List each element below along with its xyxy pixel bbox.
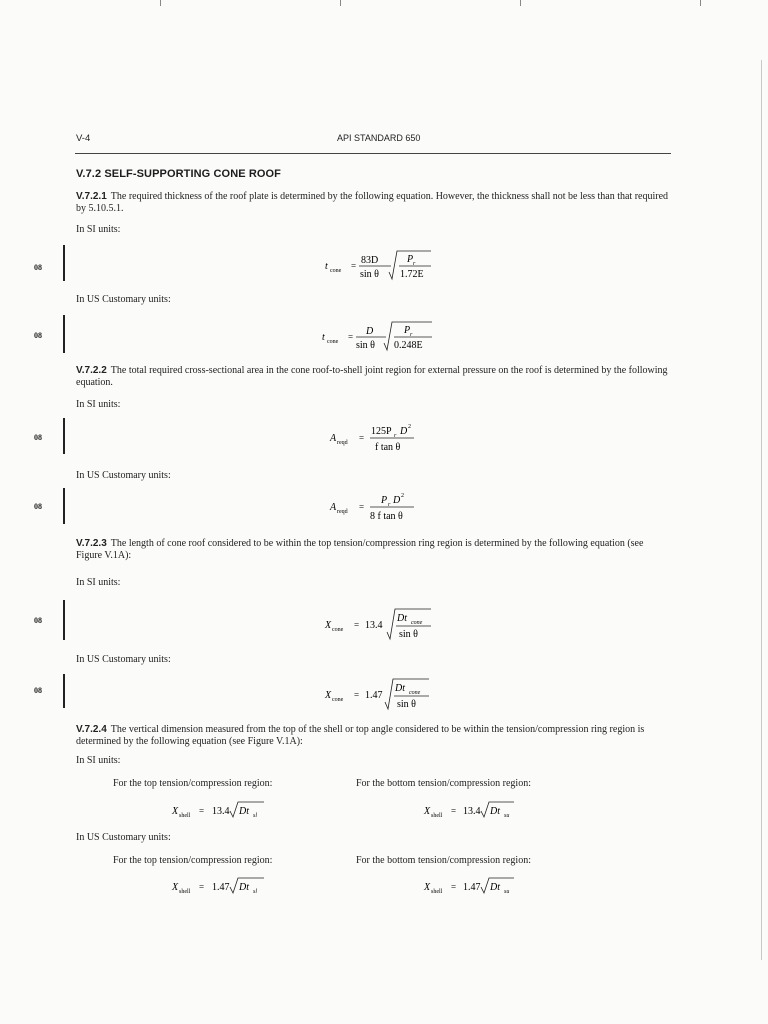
eq-denominator: sin θ <box>360 269 379 280</box>
bottom-region-label: For the bottom tension/compression region: <box>356 778 531 789</box>
paragraph-number: V.7.2.4 <box>76 724 107 735</box>
us-units-label: In US Customary units: <box>76 832 171 843</box>
eq-equals: = <box>354 620 360 630</box>
eq-lhs: X <box>424 806 431 817</box>
page-number: V-4 <box>76 133 91 144</box>
eq-equals: = <box>354 690 360 700</box>
eq-numerator-tail: D <box>400 426 408 437</box>
paragraph-number: V.7.2.1 <box>76 191 107 202</box>
eq-numerator-sup: 2 <box>401 493 404 499</box>
si-units-label: In SI units: <box>76 399 121 410</box>
revision-bar <box>63 488 65 524</box>
us-units-label: In US Customary units: <box>76 294 171 305</box>
revision-mark: 08 <box>34 686 42 695</box>
eq-equals: = <box>199 806 205 816</box>
eq-coefficient: 1.47 <box>463 882 481 893</box>
eq-numerator-tail: D <box>393 495 401 506</box>
paragraph-v7-2-1 <box>76 191 672 215</box>
eq-coefficient: 13.4 <box>212 806 230 817</box>
rad-numerator-sub: cone <box>411 620 423 626</box>
paragraph-v7-2-3 <box>76 538 672 562</box>
scan-edge <box>761 60 762 960</box>
eq-numerator-sup: 2 <box>408 424 411 430</box>
eq-coefficient: 1.47 <box>212 882 230 893</box>
revision-bar <box>63 418 65 454</box>
equation-xshell-si-top <box>172 798 272 822</box>
eq-numerator: 83D <box>361 255 379 266</box>
rad-denominator: 1.72E <box>400 269 424 280</box>
eq-equals: = <box>351 261 357 271</box>
eq-lhs: X <box>172 806 179 817</box>
rad-term-sub: su <box>504 889 510 895</box>
eq-lhs-sub: cone <box>332 627 344 633</box>
rad-term-sub: sl <box>253 813 258 819</box>
eq-equals: = <box>359 502 365 512</box>
rad-numerator: Dt <box>397 613 407 624</box>
equation-xshell-si-bottom <box>424 798 524 822</box>
paragraph-text: The length of cone roof considered to be within the top tension/compression ring region is determined by the following equation (see Figure V.1A): <box>76 538 644 561</box>
paragraph-text: The vertical dimension measured from the top of the shell or top angle considered to be within the tension/compression ring region is determined by the following equation (see Figure V.1A): <box>76 724 645 747</box>
rad-numerator-sub: r <box>413 261 416 267</box>
eq-equals: = <box>348 332 354 342</box>
equation-xshell-us-bottom <box>424 874 524 898</box>
paragraph-text: The total required cross-sectional area in the cone roof-to-shell joint region for external pressure on the roof is determined by the following equation. <box>76 365 668 388</box>
eq-lhs-sub: shell <box>431 813 443 819</box>
eq-lhs-sub: cone <box>332 697 344 703</box>
equation-areqd-us <box>330 490 430 526</box>
section-heading: V.7.2 SELF-SUPPORTING CONE ROOF <box>76 168 282 180</box>
eq-lhs: t <box>325 261 328 272</box>
revision-mark: 08 <box>34 502 42 511</box>
eq-coefficient: 13.4 <box>365 620 383 631</box>
bottom-region-label: For the bottom tension/compression region: <box>356 855 531 866</box>
rad-denominator: 0.248E <box>394 340 423 351</box>
us-units-label: In US Customary units: <box>76 470 171 481</box>
paragraph-number: V.7.2.3 <box>76 538 107 549</box>
revision-mark: 08 <box>34 263 42 272</box>
equation-xshell-us-top <box>172 874 272 898</box>
header-rule <box>75 153 671 154</box>
si-units-label: In SI units: <box>76 224 121 235</box>
eq-coefficient: 13.4 <box>463 806 481 817</box>
eq-lhs: X <box>325 620 332 631</box>
eq-numerator-sub: r <box>394 433 397 439</box>
eq-equals: = <box>451 882 457 892</box>
equation-tcone-si <box>325 245 435 285</box>
top-region-label: For the top tension/compression region: <box>113 855 273 866</box>
eq-lhs-sub: shell <box>431 889 443 895</box>
equation-tcone-us <box>322 316 442 356</box>
eq-lhs-sub: shell <box>179 813 191 819</box>
rad-term: Dt <box>239 882 249 893</box>
paragraph-text: The required thickness of the roof plate is determined by the following equation. However, the thickness shall not be less than that required by 5.10.5.1. <box>76 191 669 214</box>
eq-lhs: A <box>330 433 337 444</box>
rad-numerator: P <box>407 254 414 265</box>
eq-denominator: sin θ <box>356 340 375 351</box>
equation-xcone-us <box>325 676 435 716</box>
eq-coefficient: 1.47 <box>365 690 383 701</box>
eq-lhs: A <box>330 502 337 513</box>
eq-numerator-sub: r <box>388 502 391 508</box>
eq-lhs-sub: reqd <box>337 440 348 446</box>
eq-numerator: P <box>381 495 388 506</box>
revision-mark: 08 <box>34 616 42 625</box>
eq-lhs-sub: shell <box>179 889 191 895</box>
eq-lhs: t <box>322 332 325 343</box>
eq-denominator: f tan θ <box>375 442 401 453</box>
rad-numerator-sub: r <box>410 332 413 338</box>
rad-term: Dt <box>239 806 249 817</box>
revision-bar <box>63 315 65 353</box>
revision-mark: 08 <box>34 331 42 340</box>
eq-numerator: 125P <box>371 426 392 437</box>
revision-bar <box>63 674 65 708</box>
rad-numerator: P <box>404 325 411 336</box>
revision-bar <box>63 600 65 640</box>
scan-mark <box>340 0 341 6</box>
running-title: API STANDARD 650 <box>337 133 421 143</box>
rad-term-sub: sl <box>253 889 258 895</box>
eq-lhs-sub: cone <box>327 339 339 345</box>
rad-term: Dt <box>490 806 500 817</box>
paragraph-number: V.7.2.2 <box>76 365 107 376</box>
rad-term-sub: su <box>504 813 510 819</box>
paragraph-v7-2-2 <box>76 365 672 389</box>
si-units-label: In SI units: <box>76 577 121 588</box>
scan-mark <box>160 0 161 6</box>
eq-equals: = <box>199 882 205 892</box>
eq-lhs: X <box>424 882 431 893</box>
rad-term: Dt <box>490 882 500 893</box>
si-units-label: In SI units: <box>76 755 121 766</box>
rad-numerator: Dt <box>395 683 405 694</box>
revision-mark: 08 <box>34 433 42 442</box>
top-region-label: For the top tension/compression region: <box>113 778 273 789</box>
rad-denominator: sin θ <box>399 629 418 640</box>
eq-numerator: D <box>366 326 374 337</box>
us-units-label: In US Customary units: <box>76 654 171 665</box>
revision-bar <box>63 245 65 281</box>
eq-lhs: X <box>325 690 332 701</box>
equation-xcone-si <box>325 606 435 646</box>
scan-mark <box>520 0 521 6</box>
eq-lhs-sub: cone <box>330 268 342 274</box>
eq-equals: = <box>359 433 365 443</box>
eq-lhs: X <box>172 882 179 893</box>
rad-denominator: sin θ <box>397 699 416 710</box>
equation-areqd-si <box>330 421 430 457</box>
eq-equals: = <box>451 806 457 816</box>
rad-numerator-sub: cone <box>409 690 421 696</box>
eq-lhs-sub: reqd <box>337 509 348 515</box>
scan-mark <box>700 0 701 6</box>
eq-denominator: 8 f tan θ <box>370 511 403 522</box>
paragraph-v7-2-4 <box>76 724 672 748</box>
